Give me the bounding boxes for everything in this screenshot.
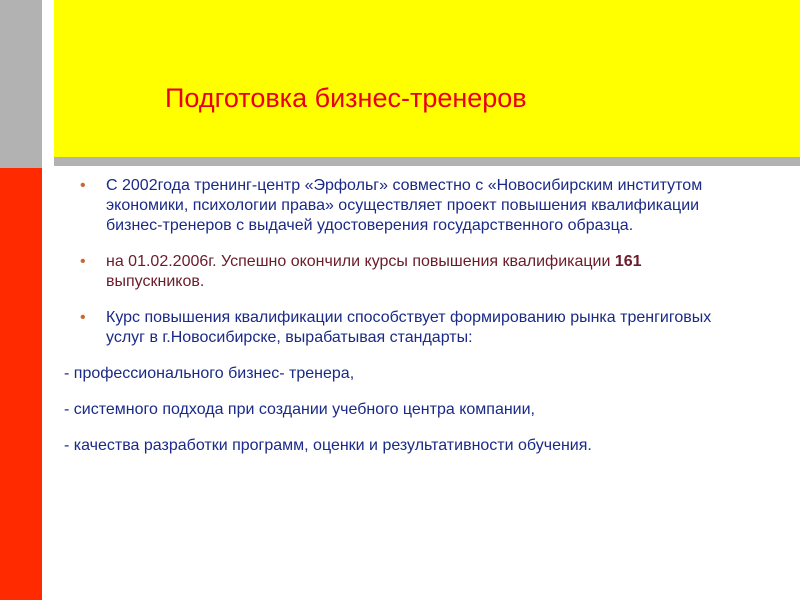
dash-item: - системного подхода при создании учебного центра компании, bbox=[64, 401, 535, 418]
dash-item: - качества разработки программ, оценки и результативности обучения. bbox=[64, 437, 592, 454]
bullet-text-before: на 01.02.2006г. Успешно окончили курсы повышения квалификации bbox=[106, 253, 615, 270]
bullet-dot-icon: • bbox=[80, 309, 86, 326]
bullet-text: Курс повышения квалификации способствует формированию рынка тренгиговых услуг в г.Новосибирске, вырабатывая стандарты: bbox=[106, 309, 712, 346]
bullet-dot-icon: • bbox=[80, 253, 86, 270]
slide-title: Подготовка бизнес-тренеров bbox=[165, 83, 527, 113]
header-divider bbox=[54, 157, 800, 166]
left-red-strip bbox=[0, 168, 42, 600]
bullet-dot-icon: • bbox=[80, 177, 86, 194]
bullet-text: С 2002года тренинг-центр «Эрфольг» совместно с «Новосибирским институтом экономики, психологии права» осуществляет проект повышения квалификации бизнес-тренеров с выдачей удостоверения государственного образца. bbox=[106, 177, 703, 234]
graduates-count: 161 bbox=[614, 253, 642, 270]
bullet-item bbox=[80, 252, 720, 292]
header-band bbox=[54, 0, 800, 157]
slide-content bbox=[64, 176, 720, 472]
bullet-text-after: выпускников. bbox=[106, 273, 205, 290]
bullet-item bbox=[80, 176, 720, 236]
left-grey-strip bbox=[0, 0, 42, 168]
dash-item: - профессионального бизнес- тренера, bbox=[64, 365, 355, 382]
bullet-item bbox=[80, 308, 720, 348]
